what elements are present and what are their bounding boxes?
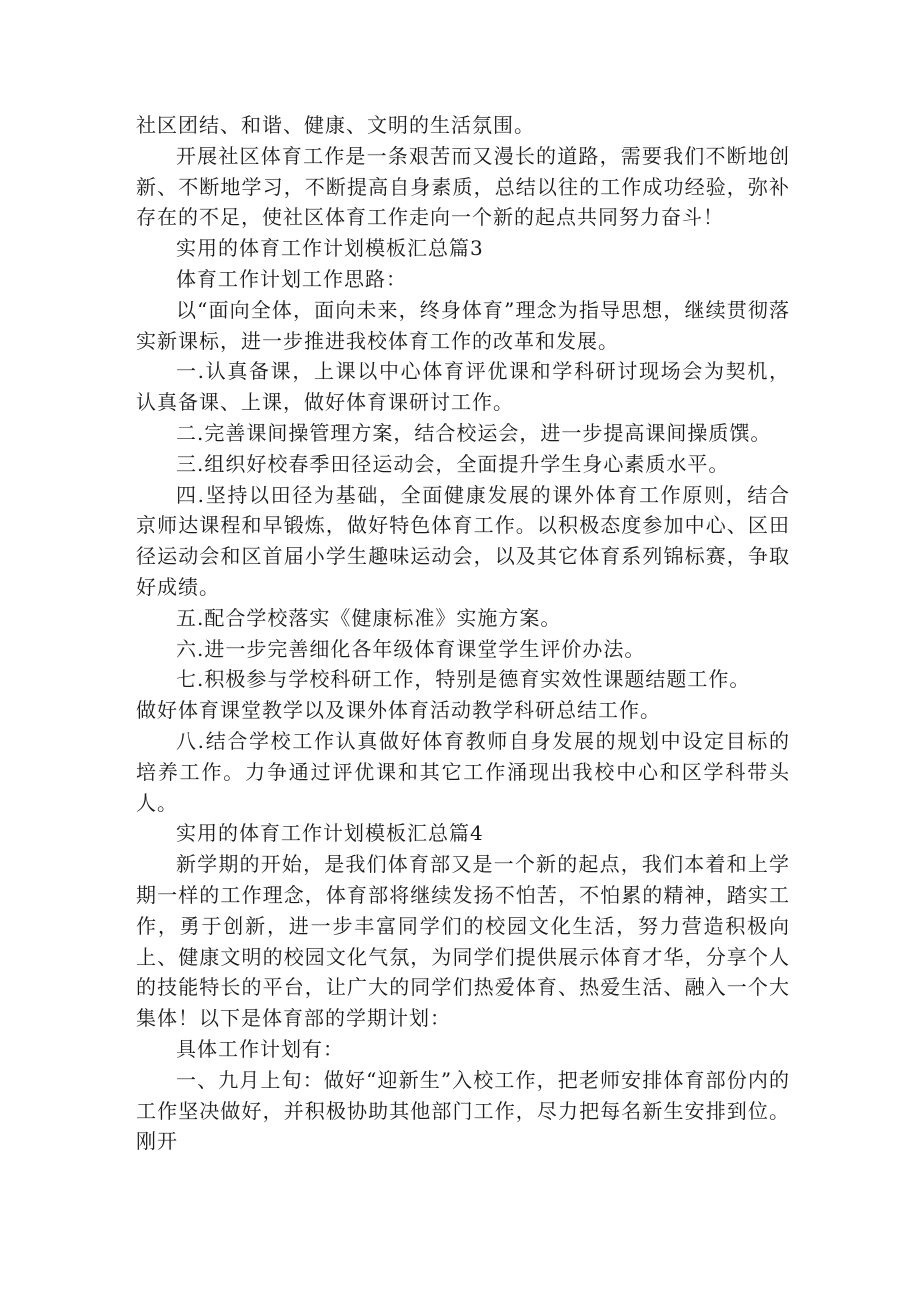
section-title-3: 实用的体育工作计划模板汇总篇3 [176,236,484,261]
list-item-5: 五.配合学校落实《健康标准》实施方案。 [176,605,562,630]
subheading-work-ideas: 体育工作计划工作思路： [176,266,407,291]
paragraph-new-semester: 新学期的开始，是我们体育部又是一个新的起点，我们本着和上学期一样的工作理念，体育部将继续发扬不怕苦，不怕累的精神，踏实工作，勇于创新，进一步丰富同学们的校园文化生活，努力营造积极向上、健康文明的校园文化气氛，为同学们提供展示体育才华，分享个人的技能特长的平台，让广大的同学们热爱体育、热爱生活、融入一个大集体！以下是体育部的学期计划： [136,852,790,1031]
paragraph-2: 开展社区体育工作是一条艰苦而又漫长的道路，需要我们不断地创新、不断地学习，不断提高自身素质，总结以往的工作成功经验，弥补存在的不足，使社区体育工作走向一个新的起点共同努力奋斗！ [136,143,790,230]
list-item-8: 八.结合学校工作认真做好体育教师自身发展的规划中设定目标的培养工作。力争通过评优课和其它工作涌现出我校中心和区学科带头人。 [136,728,790,815]
paragraph-guiding-thought: 以“面向全体，面向未来，终身体育”理念为指导思想，继续贯彻落实新课标，进一步推进我校体育工作的改革和发展。 [136,297,790,353]
section-title-4: 实用的体育工作计划模板汇总篇4 [176,821,484,846]
list-item-6: 六.进一步完善细化各年级体育课堂学生评价办法。 [176,636,646,661]
paragraph-research-summary: 做好体育课堂教学以及课外体育活动教学科研总结工作。 [136,698,661,723]
list-item-september: 一、九月上旬：做好“迎新生”入校工作，把老师安排体育部份内的工作坚决做好，并积极协助其他部门工作，尽力把每名新生安排到位。刚开 [136,1067,790,1154]
paragraph-1: 社区团结、和谐、健康、文明的生活氛围。 [136,113,535,137]
document-body [136,110,790,1157]
list-item-2: 二.完善课间操管理方案，结合校运会，进一步提高课间操质馔。 [176,420,772,445]
list-item-7: 七.积极参与学校科研工作，特别是德育实效性课题结题工作。 [176,667,751,692]
list-item-4: 四.坚持以田径为基础，全面健康发展的课外体育工作原则，结合京师达课程和早锻炼，做好特色体育工作。以积极态度参加中心、区田径运动会和区首届小学生趣味运动会，以及其它体育系列锦标赛，争取好成绩。 [136,482,790,599]
subheading-specific-plan: 具体工作计划有： [176,1036,344,1061]
list-item-3: 三.组织好校春季田径运动会，全面提升学生身心素质水平。 [176,451,730,476]
list-item-1: 一.认真备课，上课以中心体育评优课和学科研讨现场会为契机，认真备课、上课，做好体育课研讨工作。 [136,359,790,415]
